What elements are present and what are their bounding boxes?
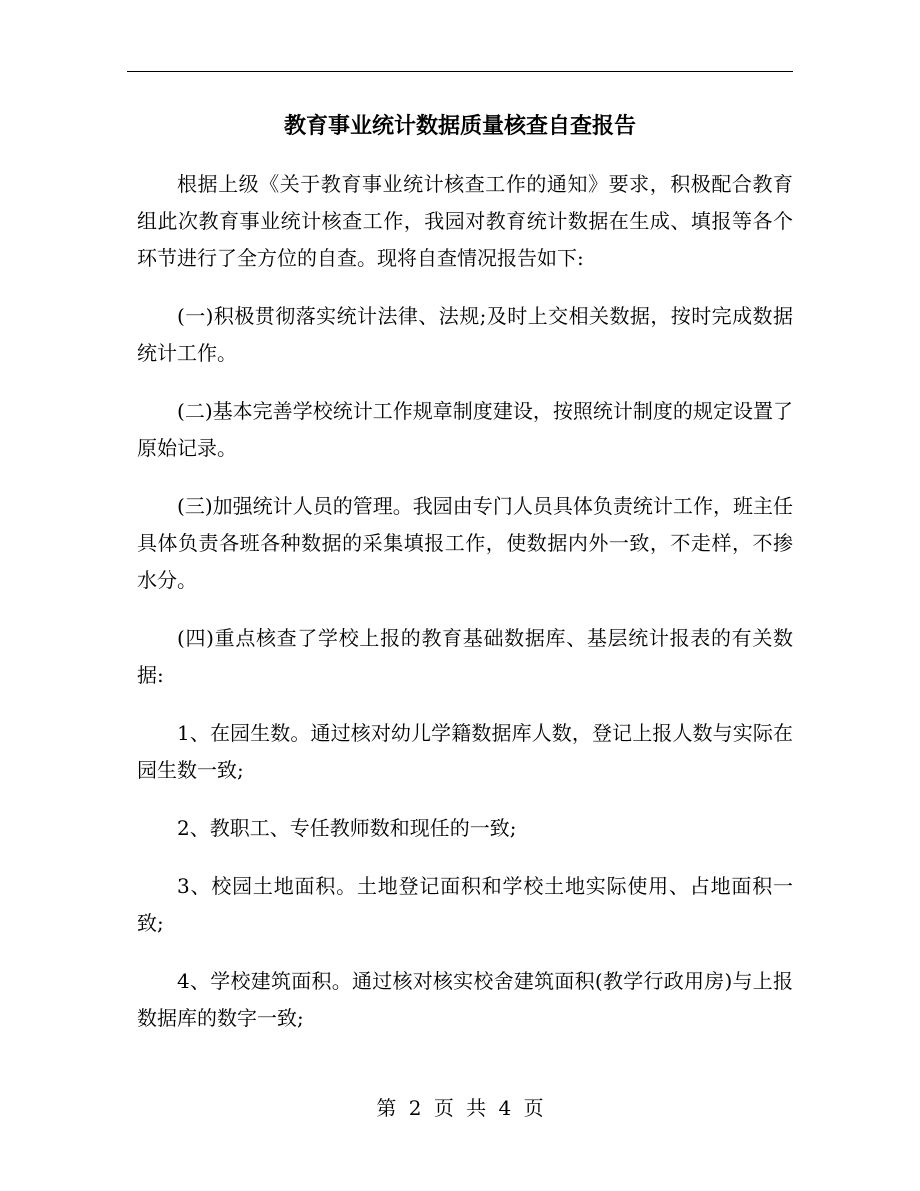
paragraph-item-3: 3、校园土地面积。土地登记面积和学校土地实际使用、占地面积一致; — [137, 874, 793, 935]
header-rule — [127, 71, 793, 72]
paragraph-section-1: (一)积极贯彻落实统计法律、法规;及时上交相关数据，按时完成数据统计工作。 — [137, 304, 793, 365]
paragraph-item-2: 2、教职工、专任教师数和现任的一致; — [177, 816, 517, 840]
paragraph-section-3: (三)加强统计人员的管理。我园由专门人员具体负责统计工作，班主任具体负责各班各种数据的采集填报工作，使数据内外一致，不走样，不掺水分。 — [137, 494, 793, 592]
document-body — [137, 166, 793, 1058]
paragraph-section-4: (四)重点核查了学校上报的教育基础数据库、基层统计报表的有关数据: — [137, 626, 793, 687]
paragraph-item-1: 1、在园生数。通过核对幼儿学籍数据库人数，登记上报人数与实际在园生数一致; — [137, 721, 793, 782]
document-title: 教育事业统计数据质量核查自查报告 — [283, 113, 636, 139]
page-number-footer: 第 2 页 共 4 页 — [376, 1096, 544, 1120]
paragraph-intro: 根据上级《关于教育事业统计核查工作的通知》要求，积极配合教育组此次教育事业统计核查工作，我园对教育统计数据在生成、填报等各个环节进行了全方位的自查。现将自查情况报告如下: — [137, 172, 793, 270]
paragraph-section-2: (二)基本完善学校统计工作规章制度建设，按照统计制度的规定设置了原始记录。 — [137, 399, 793, 460]
paragraph-item-4: 4、学校建筑面积。通过核对核实校舍建筑面积(教学行政用房)与上报数据库的数字一致; — [137, 969, 793, 1030]
